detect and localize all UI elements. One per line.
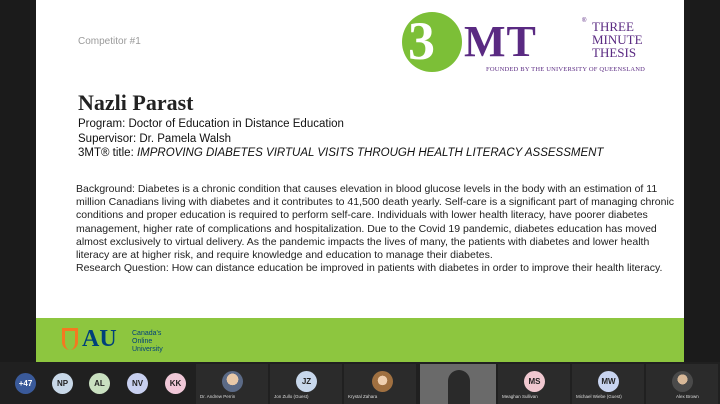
3mt-logo-wordmark: THREE MINUTE THESIS [592, 19, 643, 60]
participant-avatar[interactable]: NV [127, 373, 148, 394]
participant-name: Michael Wiebe (Guest) [576, 394, 622, 399]
participant-photo [372, 371, 393, 392]
3mt-founded-line: FOUNDED BY THE UNIVERSITY OF QUEENSLAND [486, 66, 646, 73]
participant-name: Alex Brown [676, 394, 699, 399]
speaker-silhouette [448, 370, 470, 404]
participant-avatar[interactable]: NP [52, 373, 73, 394]
more-participants-button[interactable]: +47 [15, 373, 36, 394]
presentation-slide [36, 0, 684, 362]
abstract-text [76, 183, 676, 275]
research-question: Research Question: How can distance education be improved in patients with diabetes in order to improve their health literacy. [76, 262, 663, 275]
competitor-name: Nazli Parast [78, 90, 194, 115]
participant-name: Dr. Andrew Perrin [200, 394, 236, 399]
participant-avatar[interactable]: AL [89, 373, 110, 394]
competitor-details [78, 117, 603, 161]
3mt-logo-circle: 3 [402, 12, 462, 72]
speaker-video-tile[interactable] [420, 364, 496, 404]
participant-name: Meaghan Sullivan [502, 394, 538, 399]
competitor-label: Competitor #1 [78, 36, 141, 47]
shield-icon [62, 328, 78, 350]
thesis-title-line: 3MT® title: IMPROVING DIABETES VIRTUAL VISITS THROUGH HEALTH LITERACY ASSESSMENT [78, 147, 604, 159]
3mt-logo [402, 10, 678, 76]
background-paragraph: Background: Diabetes is a chronic condition that causes elevation in blood glucose levels in the body with an estimation of 11 million Canadians living with diabetes and it contributes to 41,500 death yearly. Self-care is a significant part of managing chronic conditions and proper education is required to perform self-care. Individuals with lower health literacy, have poorer diabetes management, higher rate of complications and hospitalization. Due to the Covid 19 pandemic, diabetes education has moved almost exclusively to virtual delivery. As the pandemic impacts the lives of many, the patients with diabetes and lower health literacy are at higher risk, and require knowledge and education to manage their diabetes. [76, 183, 675, 262]
supervisor-line: Supervisor: Dr. Pamela Walsh [78, 132, 231, 145]
participant-avatar: JZ [296, 371, 317, 392]
participant-avatar: MS [524, 371, 545, 392]
slide-footer: AU Canada's Online University [36, 318, 684, 362]
participant-avatar: MW [598, 371, 619, 392]
participant-photo [222, 371, 243, 392]
participant-photo [672, 371, 693, 392]
participant-name: Jon Zullo (Guest) [274, 394, 309, 399]
participant-avatar[interactable]: KK [165, 373, 186, 394]
3mt-logo-letters: MT [464, 17, 537, 66]
registered-mark: ® [582, 18, 587, 24]
program-line: Program: Doctor of Education in Distance Education [78, 118, 344, 130]
participant-name: Krystal Zahara [348, 394, 378, 399]
